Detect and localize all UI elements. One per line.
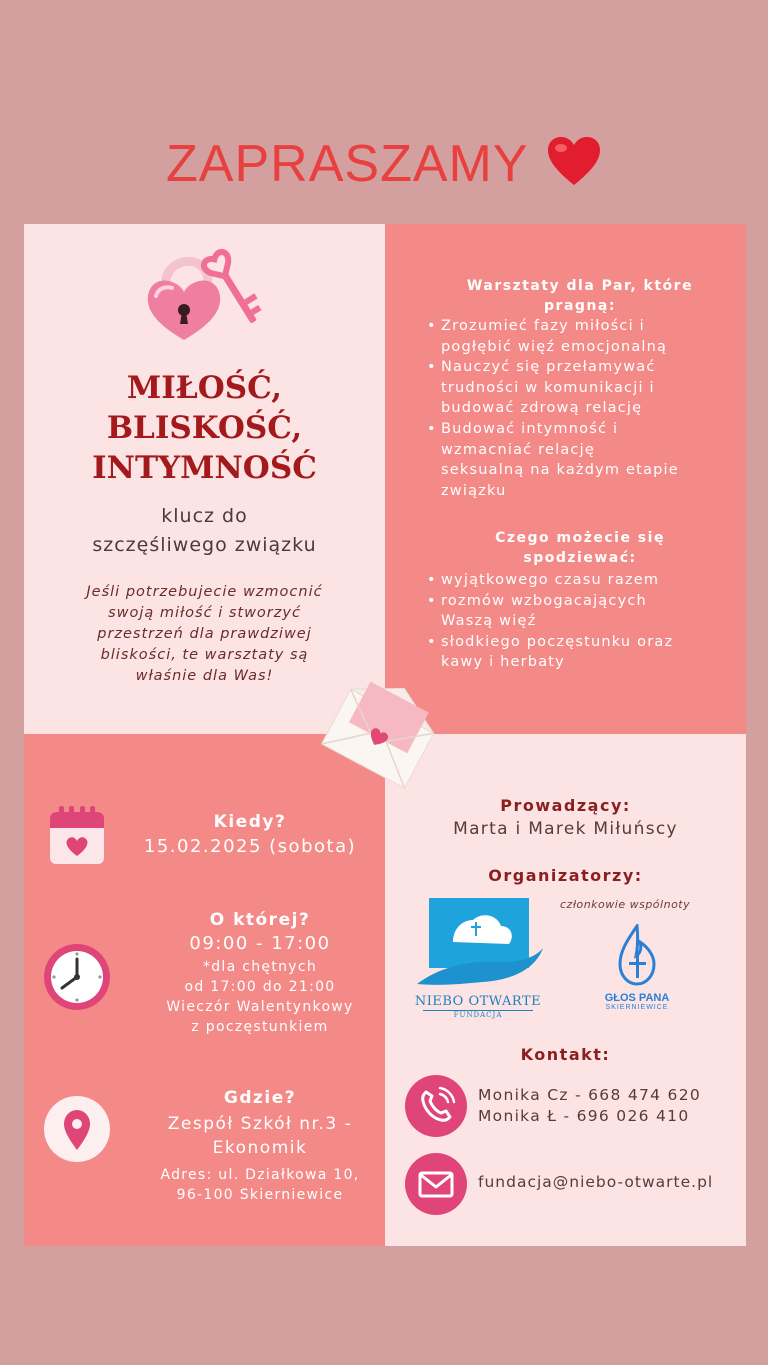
leaders-title: Prowadzący: <box>500 796 631 815</box>
clock-icon <box>42 942 112 1012</box>
contact-heading <box>385 1045 746 1064</box>
intro-line: przestrzeń dla prawdziwej <box>97 626 312 642</box>
list-item-line: trudności w komunikacji i <box>441 379 655 396</box>
heart-lock-key-icon <box>142 244 266 344</box>
list-item-line: budować zdrową relację <box>441 400 643 417</box>
time-hours: 09:00 - 17:00 <box>189 933 331 954</box>
heading-line: Czego możecie się <box>495 530 665 546</box>
calendar-heart-icon <box>48 804 106 866</box>
heading-line: Warsztaty dla Par, które <box>466 278 694 294</box>
expect-list <box>427 570 739 673</box>
when-title: Kiedy? <box>213 812 287 832</box>
list-item-line: pogłębić więź emocjonalną <box>441 338 668 355</box>
list-item-line: • Budować intymność i <box>441 420 619 437</box>
contact-email[interactable]: fundacja@niebo-otwarte.pl <box>478 1173 714 1191</box>
workshop-goals-list <box>427 316 739 501</box>
when-block <box>135 812 365 857</box>
phone-number[interactable]: Monika Ł - 696 026 410 <box>478 1107 690 1125</box>
when-date: 15.02.2025 (sobota) <box>143 836 357 857</box>
organizers-title: Organizatorzy: <box>488 866 643 885</box>
list-item <box>427 419 739 501</box>
organizers-block <box>385 866 746 885</box>
title-line: INTYMNOŚĆ <box>92 450 317 486</box>
where-address-line: Adres: ul. Działkowa 10, <box>160 1167 360 1183</box>
contact-title: Kontakt: <box>520 1045 611 1064</box>
flame-cross-icon <box>596 924 678 986</box>
glos-pana-logo <box>596 924 678 1018</box>
list-item <box>427 357 739 419</box>
heart-icon <box>546 135 602 187</box>
heading-line: pragną: <box>544 298 616 314</box>
phone-number[interactable]: Monika Cz - 668 474 620 <box>478 1086 702 1104</box>
headline-text: ZAPRASZAMY <box>166 135 529 194</box>
where-address-line: 96-100 Skierniewice <box>176 1187 344 1203</box>
where-block <box>135 1088 385 1205</box>
list-item-line: • słodkiego poczęstunku oraz <box>441 633 674 650</box>
logo1-name: NIEBO OTWARTE <box>414 994 542 1009</box>
list-item-line: wzmacniać relację <box>441 441 595 458</box>
time-note-line: z poczęstunkiem <box>191 1019 329 1035</box>
logo2-sub: SKIERNIEWICE <box>605 1004 669 1011</box>
list-item <box>427 316 739 357</box>
subtitle <box>24 502 385 560</box>
list-item-line: seksualną na każdym etapie <box>441 462 679 479</box>
niebo-otwarte-emblem <box>411 896 545 992</box>
main-title <box>24 368 385 488</box>
subtitle-line: szczęśliwego związku <box>92 534 317 556</box>
intro-line: Jeśli potrzebujecie wzmocnić <box>86 584 323 600</box>
leaders-names: Marta i Marek Miłuńscy <box>453 819 678 839</box>
list-item-line: • Zrozumieć fazy miłości i <box>441 318 645 334</box>
logo1-sub: FUNDACJA <box>423 1010 533 1019</box>
list-item <box>427 570 739 591</box>
title-line: MIŁOŚĆ, <box>126 370 283 406</box>
title-line: BLISKOŚĆ, <box>106 410 303 446</box>
location-pin-icon <box>42 1094 112 1164</box>
intro-line: właśnie dla Was! <box>135 668 274 684</box>
expect-heading <box>430 528 730 568</box>
members-label: członkowie wspólnoty <box>560 898 691 911</box>
phone-icon <box>404 1074 468 1138</box>
time-block <box>135 910 385 1037</box>
list-item <box>427 591 739 632</box>
heading-line: spodziewać: <box>523 550 637 566</box>
contact-phones <box>478 1085 701 1127</box>
niebo-otwarte-logo <box>411 896 545 1028</box>
logo2-name: GŁOS PANA <box>604 992 670 1004</box>
time-note-line: *dla chętnych <box>202 959 318 975</box>
envelope-icon <box>314 672 444 800</box>
list-item-line: kawy i herbaty <box>441 654 565 671</box>
list-item-line: Waszą więź <box>441 613 537 630</box>
mail-icon <box>404 1152 468 1216</box>
time-note-line: od 17:00 do 21:00 <box>184 979 336 995</box>
where-place-line: Ekonomik <box>212 1138 308 1158</box>
subtitle-line: klucz do <box>161 505 248 527</box>
list-item-line: • wyjątkowego czasu razem <box>441 572 660 588</box>
list-item-line: • rozmów wzbogacających <box>441 592 647 609</box>
headline <box>0 126 768 196</box>
intro-line: swoją miłość i stworzyć <box>108 605 301 621</box>
leaders-block <box>385 796 746 839</box>
intro-line: bliskości, te warsztaty są <box>100 647 309 663</box>
where-place-line: Zespół Szkół nr.3 - <box>167 1114 353 1134</box>
time-title: O której? <box>209 910 311 930</box>
where-title: Gdzie? <box>223 1088 297 1108</box>
list-item <box>427 632 739 673</box>
list-item-line: związku <box>441 482 507 499</box>
time-note-line: Wieczór Walentynkowy <box>166 999 354 1015</box>
list-item-line: • Nauczyć się przełamywać <box>441 359 656 376</box>
workshop-heading <box>430 276 730 316</box>
